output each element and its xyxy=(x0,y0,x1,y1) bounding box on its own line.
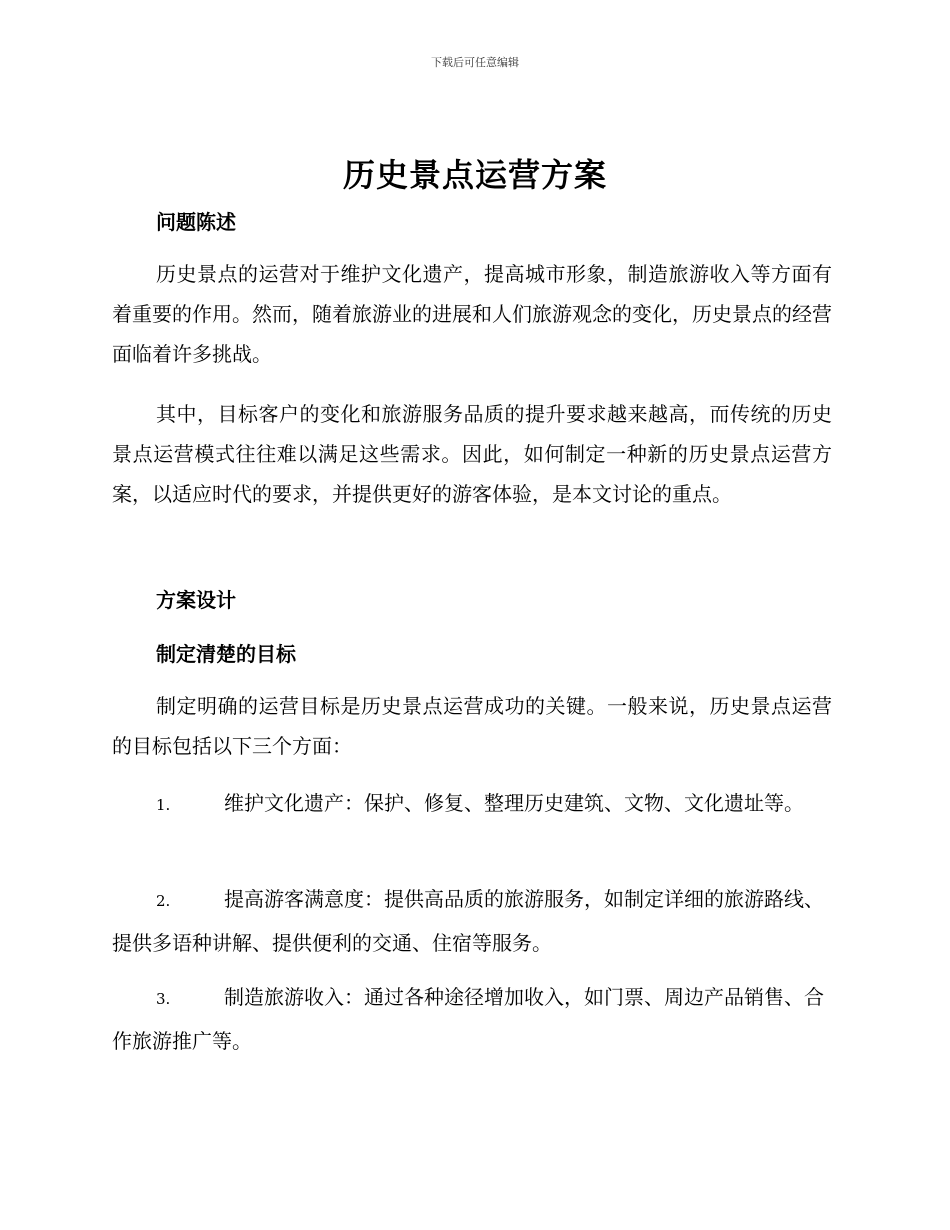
subheading-goals: 制定清楚的目标 xyxy=(156,642,296,666)
header-note: 下载后可任意编辑 xyxy=(431,56,519,69)
list-item-text: 提高游客满意度：提供高品质的旅游服务，如制定详细的旅游路线、提供多语种讲解、提供便利的交通、住宿等服务。 xyxy=(112,887,824,955)
list-item-number: 2. xyxy=(156,892,171,910)
paragraph-problem-2: 其中，目标客户的变化和旅游服务品质的提升要求越来越高，而传统的历史景点运营模式往往难以满足这些需求。因此，如何制定一种新的历史景点运营方案，以适应时代的要求，并提供更好的游客体验，是本文讨论的重点。 xyxy=(112,402,832,506)
section-heading-problem: 问题陈述 xyxy=(156,210,236,234)
list-item-text: 维护文化遗产：保护、修复、整理历史建筑、文物、文化遗址等。 xyxy=(224,791,804,815)
paragraph-goals-intro: 制定明确的运营目标是历史景点运营成功的关键。一般来说，历史景点运营的目标包括以下三个方面： xyxy=(112,694,832,758)
list-item xyxy=(112,976,832,1062)
list-item-text: 制造旅游收入：通过各种途径增加收入，如门票、周边产品销售、合作旅游推广等。 xyxy=(112,985,824,1053)
section-heading-design: 方案设计 xyxy=(156,588,236,612)
list-item xyxy=(112,878,832,964)
list-item xyxy=(112,782,832,826)
list-item-number: 3. xyxy=(156,990,171,1008)
paragraph-problem-1: 历史景点的运营对于维护文化遗产，提高城市形象，制造旅游收入等方面有着重要的作用。然而，随着旅游业的进展和人们旅游观念的变化，历史景点的经营面临着许多挑战。 xyxy=(112,262,832,366)
document-title: 历史景点运营方案 xyxy=(342,156,607,194)
list-item-number: 1. xyxy=(156,796,171,814)
